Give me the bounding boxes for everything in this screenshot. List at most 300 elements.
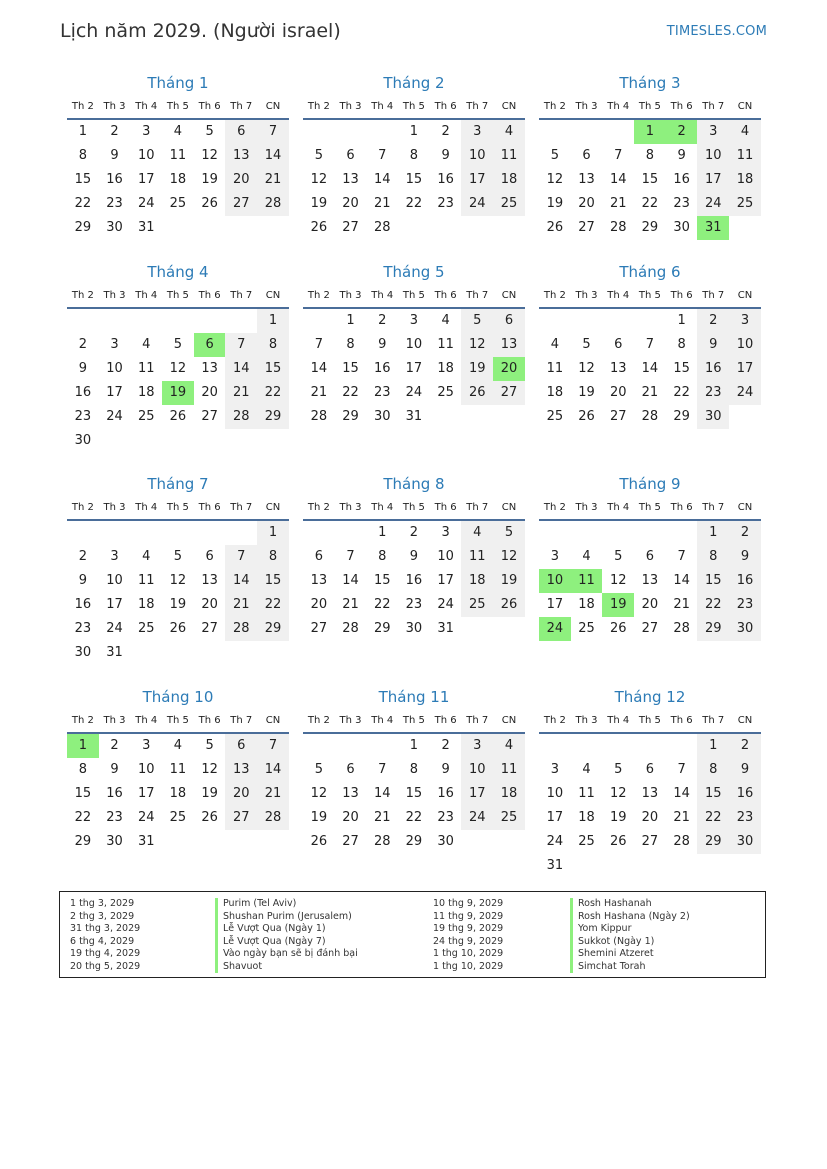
day-cell[interactable]: 8 — [677, 337, 686, 352]
day-cell[interactable]: 23 — [74, 621, 92, 636]
day-cell[interactable]: 7 — [614, 148, 623, 163]
day-cell[interactable]: 6 — [314, 549, 323, 564]
day-cell[interactable]: 2 — [729, 521, 761, 545]
day-cell[interactable]: 9 — [78, 573, 87, 588]
day-cell[interactable]: 12 — [310, 172, 328, 187]
day-cell[interactable]: 5 — [205, 124, 214, 139]
day-cell[interactable]: 5 — [493, 521, 525, 545]
day-cell[interactable]: 25 — [437, 385, 454, 400]
day-cell[interactable]: 27 — [609, 409, 627, 424]
day-cell[interactable]: 15 — [342, 361, 359, 376]
day-cell[interactable]: 25 — [578, 834, 595, 849]
day-cell[interactable]: 6 — [645, 549, 655, 564]
day-cell[interactable]: 4 — [582, 549, 591, 564]
day-cell[interactable]: 22 — [641, 196, 659, 211]
day-cell[interactable]: 29 — [74, 834, 92, 849]
day-cell[interactable]: 27 — [310, 621, 328, 636]
day-cell[interactable]: 6 — [493, 309, 525, 333]
day-cell[interactable]: 28 — [609, 220, 627, 235]
day-cell[interactable]: 23 — [697, 381, 729, 405]
day-cell[interactable]: 2 — [441, 738, 450, 753]
day-cell[interactable]: 12 — [609, 786, 627, 801]
day-cell[interactable]: 11 — [169, 762, 187, 777]
day-cell[interactable]: 3 — [110, 337, 119, 352]
day-cell[interactable]: 12 — [201, 148, 218, 163]
day-cell[interactable]: 10 — [461, 144, 493, 168]
day-cell[interactable]: 11 — [169, 148, 187, 163]
day-cell[interactable]: 4 — [441, 313, 450, 328]
day-cell[interactable]: 20 — [578, 196, 595, 211]
day-cell[interactable]: 14 — [641, 361, 659, 376]
day-cell[interactable]: 29 — [673, 409, 690, 424]
day-cell[interactable]: 27 — [493, 381, 525, 405]
day-cell[interactable]: 14 — [673, 786, 690, 801]
day-cell[interactable]: 20 — [609, 385, 627, 400]
day-cell[interactable]: 24 — [697, 192, 729, 216]
day-cell[interactable]: 30 — [74, 433, 92, 448]
day-cell[interactable]: 26 — [169, 409, 187, 424]
day-cell[interactable]: 19 — [201, 172, 218, 187]
holiday-day-cell[interactable]: 1 — [67, 734, 99, 758]
day-cell[interactable]: 25 — [493, 192, 525, 216]
day-cell[interactable]: 6 — [225, 734, 257, 758]
day-cell[interactable]: 16 — [437, 786, 454, 801]
day-cell[interactable]: 20 — [342, 810, 359, 825]
day-cell[interactable]: 22 — [342, 385, 359, 400]
day-cell[interactable]: 12 — [169, 361, 187, 376]
day-cell[interactable]: 28 — [373, 834, 391, 849]
day-cell[interactable]: 18 — [461, 569, 493, 593]
day-cell[interactable]: 9 — [441, 762, 450, 777]
day-cell[interactable]: 6 — [346, 762, 355, 777]
day-cell[interactable]: 27 — [641, 621, 659, 636]
day-cell[interactable]: 30 — [437, 834, 454, 849]
day-cell[interactable]: 20 — [225, 168, 257, 192]
day-cell[interactable]: 22 — [673, 385, 690, 400]
day-cell[interactable]: 23 — [74, 409, 92, 424]
day-cell[interactable]: 25 — [546, 409, 564, 424]
day-cell[interactable]: 9 — [729, 758, 761, 782]
day-cell[interactable]: 17 — [461, 168, 493, 192]
day-cell[interactable]: 10 — [137, 148, 155, 163]
day-cell[interactable]: 23 — [729, 806, 761, 830]
day-cell[interactable]: 10 — [437, 549, 454, 564]
day-cell[interactable]: 1 — [257, 521, 289, 545]
day-cell[interactable]: 27 — [225, 192, 257, 216]
day-cell[interactable]: 26 — [461, 381, 493, 405]
day-cell[interactable]: 24 — [461, 192, 493, 216]
day-cell[interactable]: 24 — [729, 381, 761, 405]
day-cell[interactable]: 15 — [405, 172, 423, 187]
day-cell[interactable]: 5 — [173, 337, 183, 352]
day-cell[interactable]: 6 — [614, 337, 623, 352]
day-cell[interactable]: 25 — [169, 810, 187, 825]
day-cell[interactable]: 29 — [697, 617, 729, 641]
day-cell[interactable]: 8 — [697, 545, 729, 569]
day-cell[interactable]: 1 — [78, 124, 87, 139]
day-cell[interactable]: 24 — [137, 810, 155, 825]
day-cell[interactable]: 2 — [409, 525, 419, 540]
day-cell[interactable]: 4 — [142, 549, 151, 564]
day-cell[interactable]: 9 — [409, 549, 419, 564]
day-cell[interactable]: 31 — [437, 621, 454, 636]
day-cell[interactable]: 13 — [225, 144, 257, 168]
day-cell[interactable]: 13 — [641, 786, 659, 801]
day-cell[interactable]: 12 — [609, 573, 627, 588]
day-cell[interactable]: 4 — [173, 738, 183, 753]
day-cell[interactable]: 27 — [342, 834, 359, 849]
day-cell[interactable]: 3 — [441, 525, 450, 540]
day-cell[interactable]: 21 — [673, 597, 690, 612]
day-cell[interactable]: 8 — [78, 148, 87, 163]
day-cell[interactable]: 17 — [437, 573, 454, 588]
day-cell[interactable]: 23 — [106, 196, 123, 211]
day-cell[interactable]: 26 — [169, 621, 187, 636]
day-cell[interactable]: 22 — [74, 810, 92, 825]
day-cell[interactable]: 7 — [378, 762, 387, 777]
day-cell[interactable]: 16 — [729, 569, 761, 593]
day-cell[interactable]: 14 — [609, 172, 627, 187]
day-cell[interactable]: 4 — [173, 124, 183, 139]
day-cell[interactable]: 29 — [74, 220, 92, 235]
day-cell[interactable]: 16 — [437, 172, 454, 187]
day-cell[interactable]: 14 — [257, 144, 289, 168]
day-cell[interactable]: 3 — [142, 124, 151, 139]
day-cell[interactable]: 16 — [106, 786, 123, 801]
holiday-day-cell[interactable]: 19 — [602, 593, 634, 617]
day-cell[interactable]: 8 — [409, 762, 419, 777]
day-cell[interactable]: 1 — [697, 734, 729, 758]
day-cell[interactable]: 26 — [609, 834, 627, 849]
day-cell[interactable]: 10 — [405, 337, 423, 352]
day-cell[interactable]: 30 — [405, 621, 423, 636]
day-cell[interactable]: 13 — [310, 573, 328, 588]
day-cell[interactable]: 21 — [225, 381, 257, 405]
day-cell[interactable]: 20 — [201, 385, 218, 400]
day-cell[interactable]: 8 — [346, 337, 355, 352]
day-cell[interactable]: 8 — [257, 545, 289, 569]
day-cell[interactable]: 12 — [310, 786, 328, 801]
day-cell[interactable]: 28 — [342, 621, 359, 636]
day-cell[interactable]: 1 — [378, 525, 387, 540]
day-cell[interactable]: 22 — [74, 196, 92, 211]
day-cell[interactable]: 15 — [697, 569, 729, 593]
day-cell[interactable]: 23 — [673, 196, 690, 211]
day-cell[interactable]: 25 — [137, 621, 155, 636]
day-cell[interactable]: 12 — [493, 545, 525, 569]
day-cell[interactable]: 15 — [673, 361, 690, 376]
day-cell[interactable]: 3 — [409, 313, 419, 328]
day-cell[interactable]: 29 — [257, 617, 289, 641]
day-cell[interactable]: 9 — [697, 333, 729, 357]
day-cell[interactable]: 17 — [461, 782, 493, 806]
day-cell[interactable]: 4 — [493, 734, 525, 758]
day-cell[interactable]: 19 — [201, 786, 218, 801]
day-cell[interactable]: 24 — [137, 196, 155, 211]
day-cell[interactable]: 16 — [74, 385, 92, 400]
day-cell[interactable]: 29 — [257, 405, 289, 429]
holiday-day-cell[interactable]: 31 — [697, 216, 729, 240]
day-cell[interactable]: 6 — [645, 762, 655, 777]
day-cell[interactable]: 19 — [169, 597, 187, 612]
day-cell[interactable]: 15 — [697, 782, 729, 806]
holiday-day-cell[interactable]: 11 — [571, 569, 603, 593]
day-cell[interactable]: 4 — [493, 120, 525, 144]
holiday-day-cell[interactable]: 19 — [162, 381, 194, 405]
day-cell[interactable]: 17 — [106, 597, 123, 612]
day-cell[interactable]: 24 — [546, 834, 564, 849]
day-cell[interactable]: 21 — [609, 196, 627, 211]
day-cell[interactable]: 8 — [645, 148, 655, 163]
day-cell[interactable]: 25 — [461, 593, 493, 617]
day-cell[interactable]: 16 — [74, 597, 92, 612]
day-cell[interactable]: 23 — [729, 593, 761, 617]
day-cell[interactable]: 11 — [493, 758, 525, 782]
day-cell[interactable]: 12 — [578, 361, 595, 376]
day-cell[interactable]: 10 — [546, 786, 564, 801]
day-cell[interactable]: 28 — [257, 806, 289, 830]
holiday-day-cell[interactable]: 2 — [666, 120, 698, 144]
day-cell[interactable]: 25 — [169, 196, 187, 211]
day-cell[interactable]: 9 — [110, 762, 119, 777]
day-cell[interactable]: 31 — [137, 834, 155, 849]
day-cell[interactable]: 13 — [641, 573, 659, 588]
day-cell[interactable]: 5 — [173, 549, 183, 564]
day-cell[interactable]: 22 — [697, 593, 729, 617]
day-cell[interactable]: 10 — [729, 333, 761, 357]
day-cell[interactable]: 18 — [169, 786, 187, 801]
day-cell[interactable]: 29 — [641, 220, 659, 235]
day-cell[interactable]: 11 — [461, 545, 493, 569]
day-cell[interactable]: 3 — [729, 309, 761, 333]
day-cell[interactable]: 14 — [225, 357, 257, 381]
day-cell[interactable]: 19 — [609, 810, 627, 825]
day-cell[interactable]: 2 — [378, 313, 387, 328]
day-cell[interactable]: 18 — [169, 172, 187, 187]
day-cell[interactable]: 30 — [729, 617, 761, 641]
day-cell[interactable]: 14 — [342, 573, 359, 588]
site-link[interactable]: TIMESLES.COM — [666, 24, 767, 39]
day-cell[interactable]: 14 — [373, 172, 391, 187]
day-cell[interactable]: 22 — [405, 196, 423, 211]
day-cell[interactable]: 7 — [677, 762, 686, 777]
day-cell[interactable]: 15 — [405, 786, 423, 801]
day-cell[interactable]: 11 — [729, 144, 761, 168]
holiday-day-cell[interactable]: 1 — [634, 120, 666, 144]
day-cell[interactable]: 5 — [205, 738, 214, 753]
day-cell[interactable]: 18 — [137, 597, 155, 612]
day-cell[interactable]: 26 — [546, 220, 564, 235]
day-cell[interactable]: 22 — [257, 593, 289, 617]
holiday-day-cell[interactable]: 20 — [493, 357, 525, 381]
day-cell[interactable]: 5 — [614, 762, 623, 777]
day-cell[interactable]: 30 — [106, 834, 123, 849]
day-cell[interactable]: 3 — [697, 120, 729, 144]
day-cell[interactable]: 1 — [346, 313, 355, 328]
day-cell[interactable]: 14 — [310, 361, 328, 376]
day-cell[interactable]: 24 — [106, 409, 123, 424]
day-cell[interactable]: 26 — [578, 409, 595, 424]
day-cell[interactable]: 22 — [405, 810, 423, 825]
day-cell[interactable]: 12 — [169, 573, 187, 588]
day-cell[interactable]: 15 — [257, 569, 289, 593]
day-cell[interactable]: 4 — [461, 521, 493, 545]
day-cell[interactable]: 16 — [405, 573, 423, 588]
day-cell[interactable]: 3 — [550, 762, 559, 777]
day-cell[interactable]: 2 — [441, 124, 450, 139]
day-cell[interactable]: 29 — [697, 830, 729, 854]
day-cell[interactable]: 3 — [461, 734, 493, 758]
day-cell[interactable]: 23 — [106, 810, 123, 825]
day-cell[interactable]: 10 — [697, 144, 729, 168]
day-cell[interactable]: 24 — [106, 621, 123, 636]
day-cell[interactable]: 20 — [641, 597, 659, 612]
day-cell[interactable]: 21 — [310, 385, 328, 400]
day-cell[interactable]: 7 — [314, 337, 323, 352]
day-cell[interactable]: 21 — [225, 593, 257, 617]
day-cell[interactable]: 30 — [729, 830, 761, 854]
day-cell[interactable]: 24 — [405, 385, 423, 400]
day-cell[interactable]: 18 — [137, 385, 155, 400]
day-cell[interactable]: 2 — [110, 738, 119, 753]
day-cell[interactable]: 5 — [550, 148, 559, 163]
day-cell[interactable]: 29 — [342, 409, 359, 424]
day-cell[interactable]: 24 — [461, 806, 493, 830]
day-cell[interactable]: 27 — [578, 220, 595, 235]
day-cell[interactable]: 5 — [314, 762, 323, 777]
day-cell[interactable]: 23 — [437, 810, 454, 825]
day-cell[interactable]: 13 — [201, 573, 218, 588]
day-cell[interactable]: 22 — [257, 381, 289, 405]
day-cell[interactable]: 11 — [437, 337, 454, 352]
day-cell[interactable]: 22 — [373, 597, 391, 612]
day-cell[interactable]: 8 — [257, 333, 289, 357]
day-cell[interactable]: 9 — [78, 361, 87, 376]
day-cell[interactable]: 13 — [493, 333, 525, 357]
day-cell[interactable]: 16 — [373, 361, 391, 376]
day-cell[interactable]: 8 — [697, 758, 729, 782]
day-cell[interactable]: 20 — [342, 196, 359, 211]
day-cell[interactable]: 14 — [673, 573, 690, 588]
day-cell[interactable]: 6 — [205, 549, 214, 564]
day-cell[interactable]: 10 — [106, 573, 123, 588]
day-cell[interactable]: 16 — [729, 782, 761, 806]
day-cell[interactable]: 26 — [609, 621, 627, 636]
day-cell[interactable]: 26 — [201, 196, 218, 211]
day-cell[interactable]: 30 — [373, 409, 391, 424]
day-cell[interactable]: 29 — [405, 834, 423, 849]
day-cell[interactable]: 17 — [546, 597, 564, 612]
day-cell[interactable]: 13 — [201, 361, 218, 376]
day-cell[interactable]: 7 — [225, 545, 257, 569]
day-cell[interactable]: 15 — [641, 172, 659, 187]
day-cell[interactable]: 7 — [257, 120, 289, 144]
day-cell[interactable]: 4 — [582, 762, 591, 777]
day-cell[interactable]: 28 — [257, 192, 289, 216]
day-cell[interactable]: 7 — [225, 333, 257, 357]
day-cell[interactable]: 14 — [257, 758, 289, 782]
day-cell[interactable]: 28 — [673, 834, 690, 849]
day-cell[interactable]: 26 — [493, 593, 525, 617]
day-cell[interactable]: 5 — [614, 549, 623, 564]
day-cell[interactable]: 26 — [310, 220, 328, 235]
day-cell[interactable]: 20 — [201, 597, 218, 612]
day-cell[interactable]: 25 — [729, 192, 761, 216]
day-cell[interactable]: 4 — [550, 337, 559, 352]
day-cell[interactable]: 26 — [310, 834, 328, 849]
day-cell[interactable]: 28 — [310, 409, 328, 424]
day-cell[interactable]: 6 — [346, 148, 355, 163]
day-cell[interactable]: 19 — [310, 196, 328, 211]
day-cell[interactable]: 25 — [493, 806, 525, 830]
day-cell[interactable]: 25 — [137, 409, 155, 424]
day-cell[interactable]: 27 — [201, 409, 218, 424]
day-cell[interactable]: 19 — [578, 385, 595, 400]
day-cell[interactable]: 18 — [578, 597, 595, 612]
day-cell[interactable]: 23 — [405, 597, 423, 612]
day-cell[interactable]: 4 — [142, 337, 151, 352]
day-cell[interactable]: 20 — [225, 782, 257, 806]
holiday-day-cell[interactable]: 24 — [539, 617, 571, 641]
day-cell[interactable]: 10 — [137, 762, 155, 777]
day-cell[interactable]: 18 — [493, 782, 525, 806]
day-cell[interactable]: 19 — [546, 196, 564, 211]
day-cell[interactable]: 15 — [74, 172, 92, 187]
day-cell[interactable]: 28 — [673, 621, 690, 636]
day-cell[interactable]: 6 — [582, 148, 591, 163]
day-cell[interactable]: 3 — [142, 738, 151, 753]
day-cell[interactable]: 2 — [78, 337, 87, 352]
day-cell[interactable]: 28 — [225, 617, 257, 641]
day-cell[interactable]: 25 — [578, 621, 595, 636]
day-cell[interactable]: 18 — [546, 385, 564, 400]
day-cell[interactable]: 19 — [461, 357, 493, 381]
day-cell[interactable]: 2 — [697, 309, 729, 333]
day-cell[interactable]: 8 — [78, 762, 87, 777]
day-cell[interactable]: 18 — [437, 361, 454, 376]
day-cell[interactable]: 21 — [641, 385, 659, 400]
day-cell[interactable]: 17 — [546, 810, 564, 825]
day-cell[interactable]: 21 — [257, 168, 289, 192]
day-cell[interactable]: 13 — [609, 361, 627, 376]
day-cell[interactable]: 3 — [550, 549, 559, 564]
day-cell[interactable]: 23 — [437, 196, 454, 211]
day-cell[interactable]: 10 — [106, 361, 123, 376]
day-cell[interactable]: 2 — [78, 549, 87, 564]
day-cell[interactable]: 8 — [378, 549, 387, 564]
day-cell[interactable]: 5 — [582, 337, 591, 352]
day-cell[interactable]: 27 — [641, 834, 659, 849]
day-cell[interactable]: 12 — [201, 762, 218, 777]
day-cell[interactable]: 12 — [461, 333, 493, 357]
day-cell[interactable]: 19 — [493, 569, 525, 593]
day-cell[interactable]: 13 — [342, 172, 359, 187]
day-cell[interactable]: 18 — [578, 810, 595, 825]
day-cell[interactable]: 1 — [677, 313, 686, 328]
day-cell[interactable]: 15 — [257, 357, 289, 381]
day-cell[interactable]: 2 — [729, 734, 761, 758]
day-cell[interactable]: 27 — [225, 806, 257, 830]
day-cell[interactable]: 9 — [378, 337, 387, 352]
day-cell[interactable]: 3 — [461, 120, 493, 144]
day-cell[interactable]: 12 — [546, 172, 564, 187]
day-cell[interactable]: 11 — [546, 361, 564, 376]
day-cell[interactable]: 9 — [441, 148, 450, 163]
day-cell[interactable]: 17 — [405, 361, 423, 376]
day-cell[interactable]: 11 — [137, 573, 155, 588]
day-cell[interactable]: 23 — [373, 385, 391, 400]
day-cell[interactable]: 10 — [461, 758, 493, 782]
